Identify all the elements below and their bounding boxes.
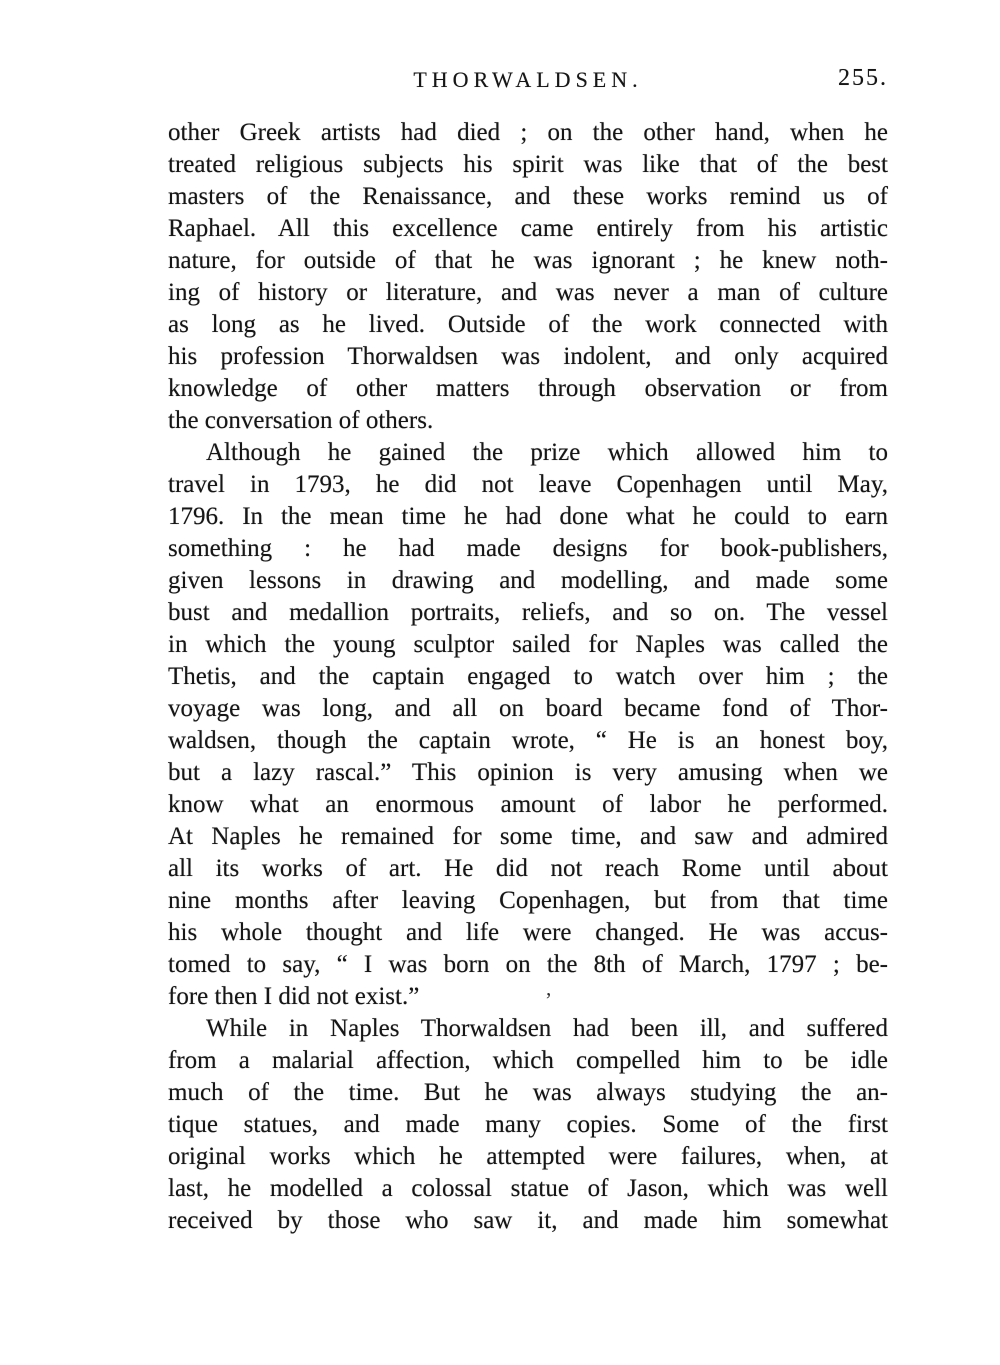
text-line: waldsen, though the captain wrote, “ He is an honest boy, [168, 727, 888, 754]
text-line: given lessons in drawing and modelling, and made some [168, 567, 888, 594]
text-line: Thetis, and the captain engaged to watch over him ; the [168, 663, 888, 690]
text-line: but a lazy rascal.” This opinion is very amusing when we [168, 759, 888, 786]
text-line: other Greek artists had died ; on the other hand, when he [168, 119, 888, 146]
text-line: While in Naples Thorwaldsen had been ill, and suffered [206, 1015, 888, 1042]
text-line: from a malarial affection, which compelled him to be idle [168, 1047, 888, 1074]
text-line: the conversation of others. [168, 407, 434, 434]
text-line: last, he modelled a colossal statue of Jason, which was well [168, 1175, 888, 1202]
text-line: something : he had made designs for book-publishers, [168, 535, 888, 562]
page-header [168, 67, 888, 97]
page-body [168, 117, 888, 1237]
text-line: masters of the Renaissance, and these works remind us of [168, 183, 888, 210]
text-line: in which the young sculptor sailed for Naples was called the [168, 631, 888, 658]
text-line: nature, for outside of that he was ignorant ; he knew noth- [168, 247, 888, 274]
text-line: original works which he attempted were failures, when, at [168, 1143, 888, 1170]
text-line: his whole thought and life were changed. He was accus- [168, 919, 888, 946]
text-line: ing of history or literature, and was never a man of culture [168, 279, 888, 306]
text-line: voyage was long, and all on board became fond of Thor- [168, 695, 888, 722]
text-line: as long as he lived. Outside of the work connected with [168, 311, 888, 338]
text-line: At Naples he remained for some time, and saw and admired [168, 823, 888, 850]
scan-artifact-mark: ’ [545, 988, 552, 1012]
text-line: treated religious subjects his spirit was like that of the best [168, 151, 888, 178]
text-line: knowledge of other matters through observation or from [168, 375, 888, 402]
text-line: tomed to say, “ I was born on the 8th of March, 1797 ; be- [168, 951, 888, 978]
text-line: travel in 1793, he did not leave Copenhagen until May, [168, 471, 888, 498]
text-line: much of the time. But he was always studying the an- [168, 1079, 888, 1106]
text-line: tique statues, and made many copies. Some of the first [168, 1111, 888, 1138]
text-line: his profession Thorwaldsen was indolent, and only acquired [168, 343, 888, 370]
text-line: 1796. In the mean time he had done what he could to earn [168, 503, 888, 530]
text-line: bust and medallion portraits, reliefs, and so on. The vessel [168, 599, 888, 626]
text-line: Raphael. All this excellence came entirely from his artistic [168, 215, 888, 242]
text-line: know what an enormous amount of labor he performed. [168, 791, 888, 818]
text-line: Although he gained the prize which allowed him to [206, 439, 888, 466]
running-title: THORWALDSEN. [413, 67, 643, 92]
page-number: 255. [838, 65, 888, 91]
text-line: fore then I did not exist.” [168, 983, 420, 1010]
text-line: all its works of art. He did not reach Rome until about [168, 855, 888, 882]
text-line: received by those who saw it, and made him somewhat [168, 1207, 888, 1234]
text-line: nine months after leaving Copenhagen, but from that time [168, 887, 888, 914]
